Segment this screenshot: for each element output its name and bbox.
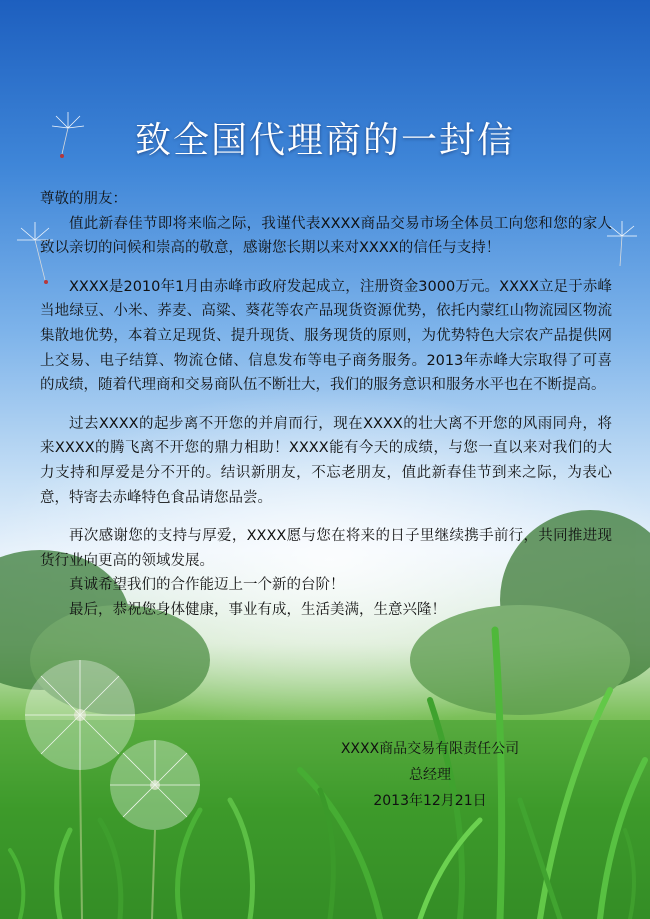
paragraph-company-intro: XXXX是2010年1月由赤峰市政府发起成立，注册资金3000万元。XXXX立足于赤峰当地绿豆、小米、荞麦、高粱、葵花等农产品现货资源优势，依托内蒙红山物流园区物流集散地优势，本着立足现货、提升现货、服务现货的原则，为优势特色大宗农产品提供网上交易、电子结算、物流仓储、信息发布等电子商务服务。2013年赤峰大宗取得了可喜的成绩，随着代理商和交易商队伍不断壮大，我们的服务意识和服务水平也在不断提高。	[40, 278, 612, 394]
greeting: 尊敬的朋友：	[40, 191, 127, 207]
letter-body	[40, 187, 612, 623]
paragraph-thanks: 再次感谢您的支持与厚爱，XXXX愿与您在将来的日子里继续携手前行，共同推进现货行业向更高的领域发展。	[40, 528, 612, 569]
paragraph-greeting: 值此新春佳节即将来临之际，我谨代表XXXX商品交易市场全体员工向您和您的家人致以亲切的问候和崇高的敬意，感谢您长期以来对XXXX的信任与支持！	[40, 215, 612, 257]
paragraph-hope: 真诚希望我们的合作能迈上一个新的台阶！	[69, 577, 345, 594]
signature-role: 总经理	[409, 767, 451, 783]
signature-date: 2013年12月21日	[373, 793, 487, 809]
signature-block	[300, 736, 560, 814]
paragraph-wishes: 最后，恭祝您身体健康，事业有成，生活美满，生意兴隆！	[69, 601, 446, 618]
signature-company: XXXX商品交易有限责任公司	[340, 741, 520, 757]
paragraph-partnership: 过去XXXX的起步离不开您的并肩而行，现在XXXX的壮大离不开您的风雨同舟，将来XXXX的腾飞离不开您的鼎力相助！XXXX能有今天的成绩，与您一直以来对我们的大力支持和厚爱是分不开的。结识新朋友，不忘老朋友，值此新春佳节到来之际，为表心意，特寄去赤峰特色食品请您品尝。	[40, 415, 612, 506]
page-title: 致全国代理商的一封信	[134, 120, 515, 161]
